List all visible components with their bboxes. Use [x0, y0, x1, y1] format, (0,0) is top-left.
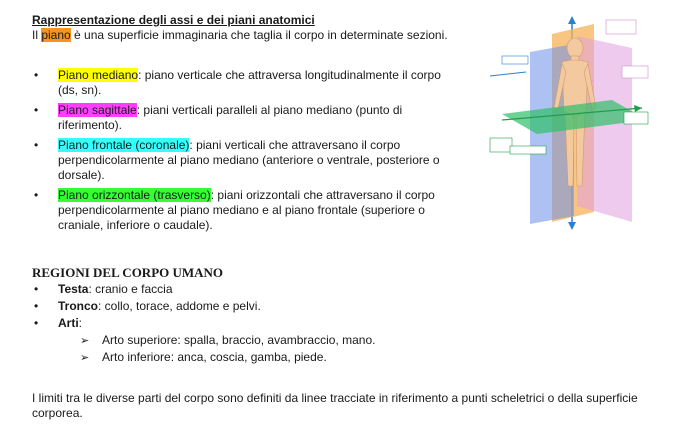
axis-arrow-right [634, 105, 642, 112]
list-item [32, 299, 261, 316]
label-box [622, 66, 648, 78]
regions-heading: REGIONI DEL CORPO UMANO [32, 265, 224, 280]
plane-term: Piano orizzontale (trasverso) [58, 188, 211, 202]
list-item [32, 282, 261, 299]
plane-desc: : piano verticale che attraversa longitudinalmente il corpo (ds, sn). [58, 68, 441, 97]
region-desc: : collo, torace, addome e pelvi. [98, 299, 261, 313]
planes-list [32, 68, 457, 238]
region-desc: : cranio e faccia [88, 282, 173, 296]
intro-highlight: piano [41, 28, 71, 42]
label-box [490, 138, 512, 152]
intro-after: è una superficie immaginaria che taglia il corpo in determinate sezioni. [70, 28, 448, 42]
region-term: Tronco [58, 299, 99, 313]
label-box [606, 20, 636, 34]
list-item [32, 188, 457, 233]
plane-term: Piano frontale (coronale) [58, 138, 190, 152]
intro-paragraph [32, 28, 457, 43]
label-box [502, 56, 528, 64]
plane-desc: : piani verticali che attraversano il corpo perpendicolarmente al piano mediano (anteriore o ventrale, posteriore o dorsale). [58, 138, 440, 182]
axis-arrow-top [568, 16, 576, 24]
anatomical-planes-illustration [482, 16, 652, 230]
label-box [510, 146, 546, 154]
list-item [32, 138, 457, 183]
list-item: ➢ Arto superiore: spalla, braccio, avambraccio, mano. [80, 333, 375, 350]
median-plane-pointer [490, 72, 526, 76]
label-box [624, 112, 648, 124]
region-desc: : [78, 316, 83, 330]
region-term: Testa [58, 282, 89, 296]
region-term: Arti [58, 316, 79, 330]
plane-desc: : piani verticali paralleli al piano mediano (punto di riferimento). [58, 103, 403, 132]
plane-term: Piano mediano [58, 68, 139, 82]
list-item: ➢ Arto inferiore: anca, coscia, gamba, piede. [80, 350, 375, 367]
plane-term: Piano sagittale [58, 103, 137, 117]
intro-before: Il [32, 28, 42, 42]
plane-desc: : piani orizzontali che attraversano il corpo perpendicolarmente al piano mediano e al piano frontale (superiore o craniale, inferiore o caudale). [58, 188, 435, 232]
regions-list [32, 282, 261, 333]
closing-paragraph: I limiti tra le diverse parti del corpo sono definiti da linee tracciate in riferimento a punti scheletrici o della superficie corporea. [32, 391, 638, 420]
limbs-sublist [80, 333, 375, 367]
list-item [32, 68, 457, 98]
list-item [32, 316, 261, 333]
list-item [32, 103, 457, 133]
axis-arrow-bottom [568, 222, 576, 230]
section-title: Rappresentazione degli assi e dei piani anatomici [32, 13, 315, 27]
